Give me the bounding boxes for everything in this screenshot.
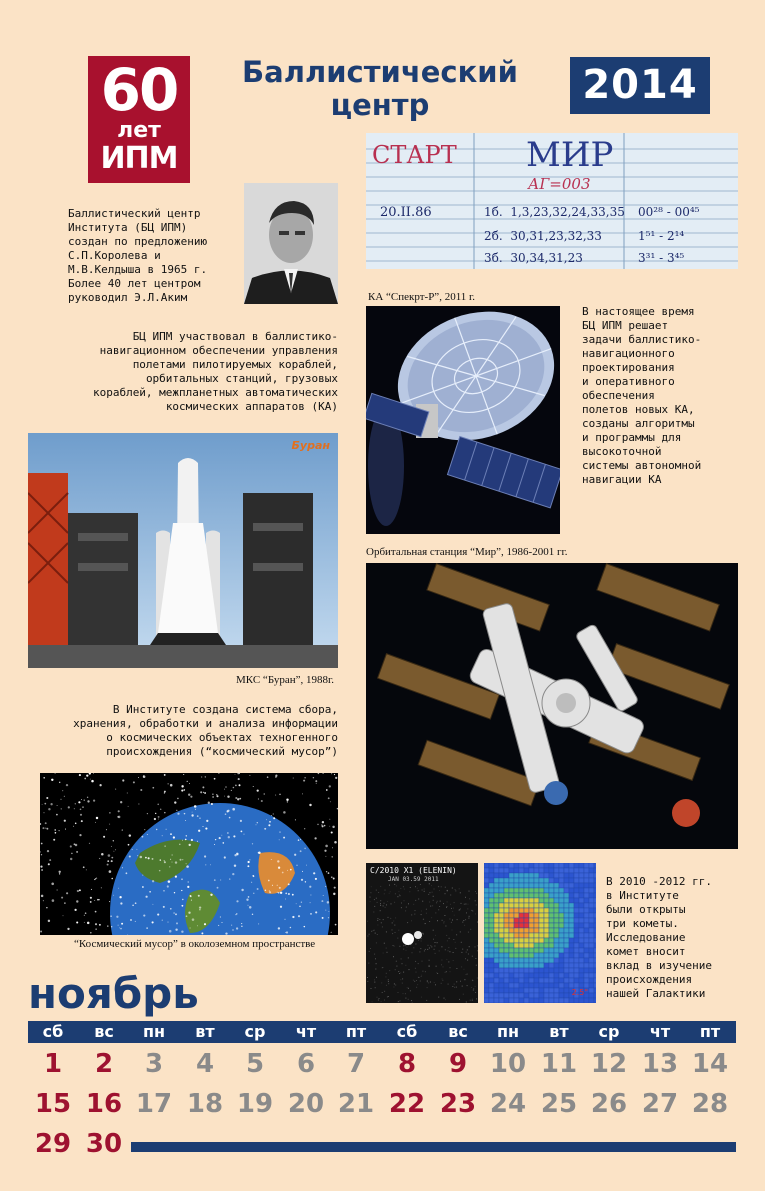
calendar-day: 3: [144, 1049, 164, 1079]
calendar-day: 1: [43, 1049, 63, 1079]
spektr-satellite-photo: [366, 306, 560, 534]
participation-line: полетами пилотируемых кораблей,: [132, 358, 338, 371]
comets-line: происхождения: [606, 973, 693, 986]
logbook-row: 2б. 30,31,23,32,33: [484, 229, 602, 243]
title-line-2: центр: [330, 88, 430, 122]
calendar-day: 20: [287, 1089, 325, 1119]
calendar-day: 26: [590, 1089, 628, 1119]
logbook-row: 1б. 1,3,23,32,24,33,35: [484, 205, 625, 219]
logbook-start: СТАРТ: [372, 141, 457, 169]
spektr-caption: КА “Спекрт-Р”, 2011 г.: [368, 291, 476, 303]
current-line: и оперативного: [582, 375, 675, 388]
current-line: проектирования: [582, 361, 675, 374]
current-line: задачи баллистико-: [582, 333, 702, 346]
weekday-label: чт: [649, 1022, 671, 1041]
year-badge: 2014: [570, 57, 710, 114]
calendar-day: 23: [439, 1089, 477, 1119]
calendar-day: 5: [245, 1049, 265, 1079]
intro-line: М.В.Келдыша в 1965 г.: [68, 263, 208, 276]
current-line: полетов новых КА,: [582, 403, 695, 416]
calendar-day: 17: [135, 1089, 173, 1119]
calendar-day: 11: [540, 1049, 578, 1079]
calendar-day: 4: [195, 1049, 215, 1079]
participation-text: [30, 330, 338, 414]
weekday-label: вс: [448, 1022, 468, 1041]
current-line: высокоточной: [582, 445, 662, 458]
logbook-row: 3б. 30,34,31,23: [484, 251, 583, 265]
calendar-day: 19: [236, 1089, 274, 1119]
comets-line: Исследование: [606, 931, 686, 944]
comets-text: [606, 875, 746, 1001]
weekday-label: пт: [345, 1022, 367, 1041]
current-line: БЦ ИПМ решает: [582, 319, 669, 332]
calendar-day: 30: [85, 1129, 123, 1159]
title-line-1: Баллистический: [242, 55, 518, 89]
comet-elenin-photo: [366, 863, 478, 1003]
mir-caption: Орбитальная станция “Мир”, 1986-2001 гг.: [366, 546, 568, 558]
debris-caption: “Космический мусор” в околоземном пространстве: [74, 938, 316, 950]
calendar-day: 18: [186, 1089, 224, 1119]
comet-scale-label: 2.5": [571, 988, 588, 997]
debris-line: происхождения (“космический мусор”): [106, 745, 338, 758]
logbook-time: 3³¹ - 3⁴⁵: [638, 251, 685, 265]
debris-line: о космических объектах техногенного: [106, 731, 338, 744]
calendar-end-bar: [131, 1142, 736, 1152]
calendar-day: 27: [641, 1089, 679, 1119]
space-debris-photo: [40, 773, 338, 935]
intro-text: [68, 207, 243, 305]
debris-line: хранения, обработки и анализа информации: [73, 717, 338, 730]
calendar-day: 13: [641, 1049, 679, 1079]
current-line: системы автономной: [582, 459, 702, 472]
intro-line: С.П.Королева и: [68, 249, 161, 262]
comet-date-label: JAN 03.59 2011: [388, 876, 439, 883]
weekday-label: ср: [244, 1022, 266, 1041]
participation-line: БЦ ИПМ участвовал в баллистико-: [132, 330, 338, 343]
logbook-date: 20.II.86: [380, 205, 432, 220]
calendar-day: 16: [85, 1089, 123, 1119]
weekday-label: вт: [549, 1022, 569, 1041]
weekday-label: сб: [396, 1022, 418, 1041]
weekday-label: пн: [496, 1022, 520, 1041]
current-line: навигации КА: [582, 473, 662, 486]
page-title: [210, 56, 550, 122]
comets-line: в Институте: [606, 889, 679, 902]
anniversary-logo: [88, 56, 190, 183]
logbook-code: АГ=003: [528, 175, 591, 193]
participation-line: навигационном обеспечении управления: [99, 344, 338, 357]
calendar-day: 2: [94, 1049, 114, 1079]
weekday-label: вт: [195, 1022, 215, 1041]
weekday-label: сб: [42, 1022, 64, 1041]
calendar-day: 21: [337, 1089, 375, 1119]
participation-line: космических аппаратов (КА): [165, 400, 338, 413]
logo-number: 60: [100, 56, 178, 124]
current-line: созданы алгоритмы: [582, 417, 695, 430]
intro-line: Более 40 лет центром: [68, 277, 201, 290]
mir-station-photo: [366, 563, 738, 849]
mission-logbook-photo: [366, 133, 738, 269]
comets-line: комет вносит: [606, 945, 686, 958]
intro-line: создан по предложению: [68, 235, 208, 248]
intro-line: Института (БЦ ИПМ): [68, 221, 188, 234]
current-tasks-text: [582, 305, 742, 487]
calendar-day: 12: [590, 1049, 628, 1079]
weekday-label: чт: [295, 1022, 317, 1041]
calendar-day: 22: [388, 1089, 426, 1119]
current-line: и программы для: [582, 431, 682, 444]
comets-line: три кометы.: [606, 917, 679, 930]
calendar-day: 24: [489, 1089, 527, 1119]
logo-years: лет: [117, 118, 161, 143]
logbook-time: 00²⁸ - 00⁴⁵: [638, 205, 700, 219]
weekday-label: вс: [94, 1022, 114, 1041]
logo-institute: ИПМ: [100, 141, 178, 176]
weekday-label: пт: [699, 1022, 721, 1041]
weekday-header: [28, 1021, 736, 1043]
current-line: обеспечения: [582, 389, 655, 402]
calendar-day: 7: [346, 1049, 366, 1079]
calendar-day: 9: [448, 1049, 468, 1079]
calendar-day: 15: [34, 1089, 72, 1119]
calendar-day: 10: [489, 1049, 527, 1079]
comets-line: В 2010 -2012 гг.: [606, 875, 712, 888]
current-line: В настоящее время: [582, 305, 695, 318]
debris-line: В Институте создана система сбора,: [112, 703, 338, 716]
calendar-day: 25: [540, 1089, 578, 1119]
akim-portrait-photo: [244, 183, 338, 304]
calendar-day: 14: [691, 1049, 729, 1079]
participation-line: кораблей, межпланетных автоматических: [92, 386, 338, 399]
buran-caption: МКС “Буран”, 1988г.: [236, 674, 335, 686]
debris-text: [30, 703, 338, 759]
weekday-label: пн: [142, 1022, 166, 1041]
intro-line: Баллистический центр: [68, 207, 201, 220]
comets-line: нашей Галактики: [606, 987, 706, 1000]
comet-intensity-map: [484, 863, 596, 1003]
logbook-name: МИР: [526, 135, 614, 175]
intro-line: руководил Э.Л.Аким: [68, 291, 188, 304]
comets-line: вклад в изучение: [606, 959, 712, 972]
current-line: навигационного: [582, 347, 675, 360]
buran-logo-label: Буран: [291, 439, 330, 452]
participation-line: орбитальных станций, грузовых: [145, 372, 338, 385]
calendar-day: 8: [397, 1049, 417, 1079]
calendar-day: 28: [691, 1089, 729, 1119]
logbook-time: 1⁵¹ - 2¹⁴: [638, 229, 685, 243]
weekday-label: ср: [598, 1022, 620, 1041]
month-title: ноябрь: [28, 969, 199, 1018]
buran-launch-photo: [28, 433, 338, 668]
calendar-day: 29: [34, 1129, 72, 1159]
calendar-day: 6: [296, 1049, 316, 1079]
comets-line: были открыты: [606, 903, 686, 916]
comet-name-label: C/2010 X1 (ELENIN): [370, 866, 457, 875]
